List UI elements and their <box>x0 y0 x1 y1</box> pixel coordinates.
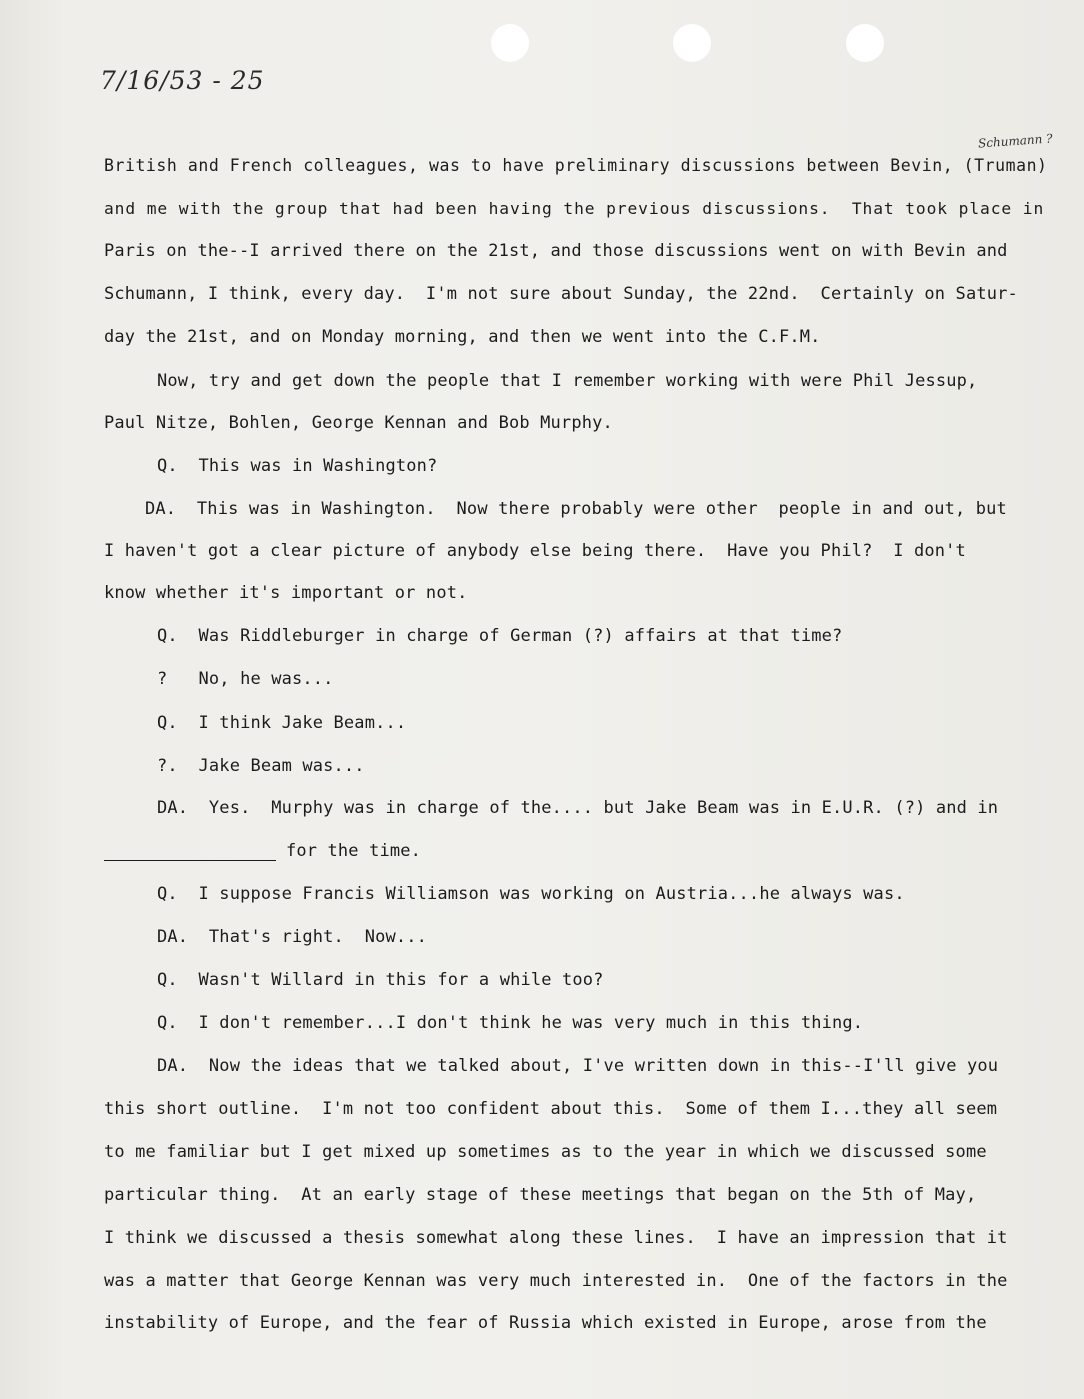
page-reference: 7/16/53 - 25 <box>100 66 265 95</box>
text-line: was a matter that George Kennan was very much interested in. One of the factors in the <box>104 1271 1008 1291</box>
punch-hole <box>846 24 884 62</box>
dialogue-line: Q. Was Riddleburger in charge of German (?) affairs at that time? <box>157 626 843 646</box>
punch-hole <box>491 24 529 62</box>
text-line: Paris on the--I arrived there on the 21st, and those discussions went on with Bevin and <box>104 241 1008 261</box>
dialogue-line: DA. This was in Washington. Now there probably were other people in and out, but <box>145 499 1007 519</box>
text-line: this short outline. I'm not too confident about this. Some of them I...they all seem <box>104 1099 998 1119</box>
text-line: and me with the group that had been having the previous discussions. That took place in <box>104 199 1045 218</box>
text-line: instability of Europe, and the fear of Russia which existed in Europe, arose from the <box>104 1313 987 1333</box>
text-line: for the time. <box>286 841 422 861</box>
text-line: I think we discussed a thesis somewhat along these lines. I have an impression that it <box>104 1228 1008 1248</box>
blank-line <box>104 860 276 861</box>
text-line: particular thing. At an early stage of these meetings that began on the 5th of May, <box>104 1185 977 1205</box>
dialogue-line: ? No, he was... <box>157 669 334 689</box>
text-line: know whether it's important or not. <box>104 583 468 603</box>
text-line: Now, try and get down the people that I remember working with were Phil Jessup, <box>157 371 978 391</box>
dialogue-line: DA. Now the ideas that we talked about, I've written down in this--I'll give you <box>157 1056 999 1076</box>
text-line: day the 21st, and on Monday morning, and then we went into the C.F.M. <box>104 327 821 347</box>
text-line: to me familiar but I get mixed up sometimes as to the year in which we discussed some <box>104 1142 987 1162</box>
text-line: Paul Nitze, Bohlen, George Kennan and Bob Murphy. <box>104 413 613 433</box>
dialogue-line: ?. Jake Beam was... <box>157 756 365 776</box>
dialogue-line: DA. That's right. Now... <box>157 927 428 947</box>
handwritten-margin-note: Schumann ? <box>977 131 1054 151</box>
dialogue-line: Q. I don't remember...I don't think he was very much in this thing. <box>157 1013 864 1033</box>
punch-hole <box>673 24 711 62</box>
dialogue-line: Q. I think Jake Beam... <box>157 713 407 733</box>
dialogue-line: Q. This was in Washington? <box>157 456 438 476</box>
text-line: Schumann, I think, every day. I'm not sure about Sunday, the 22nd. Certainly on Satur- <box>104 284 1018 304</box>
dialogue-line: Q. I suppose Francis Williamson was working on Austria...he always was. <box>157 884 905 904</box>
dialogue-line: Q. Wasn't Willard in this for a while too? <box>157 970 604 990</box>
dialogue-line: DA. Yes. Murphy was in charge of the.... but Jake Beam was in E.U.R. (?) and in <box>157 798 999 818</box>
text-line: British and French colleagues, was to have preliminary discussions between Bevin, (Truman) <box>104 156 1048 175</box>
text-line: I haven't got a clear picture of anybody else being there. Have you Phil? I don't <box>104 541 966 561</box>
